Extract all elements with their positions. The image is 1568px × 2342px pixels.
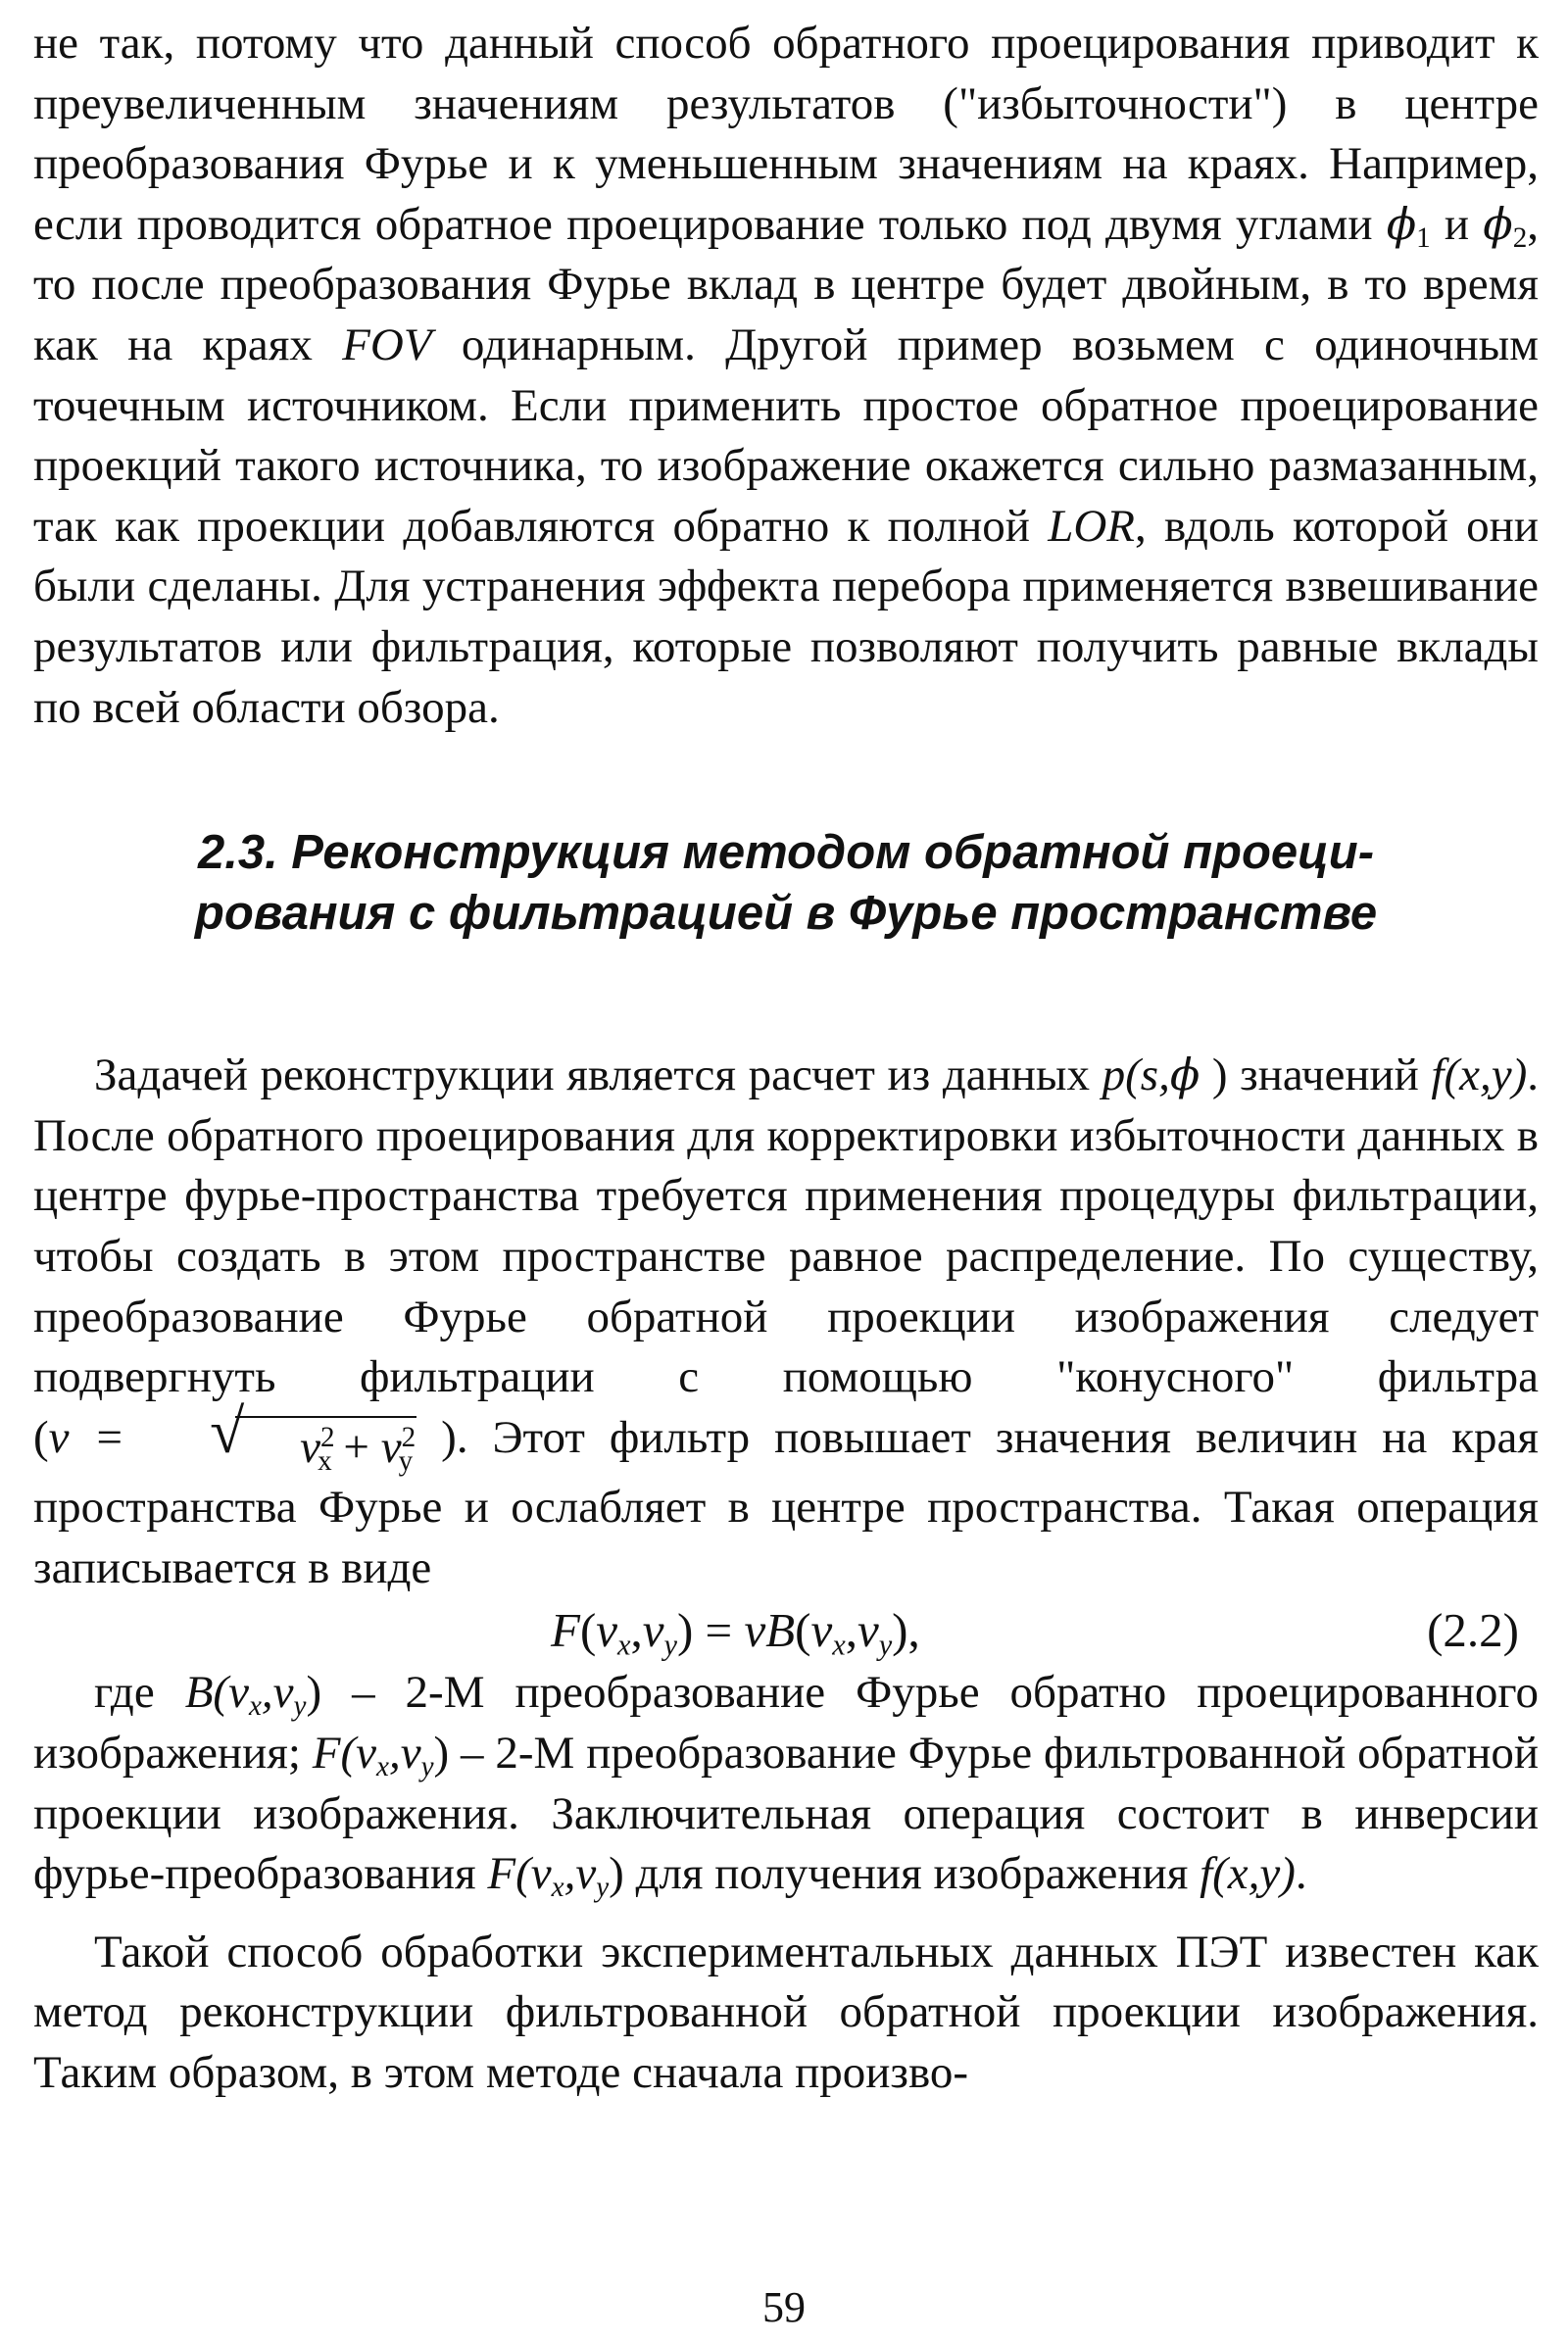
math-comma: , [630,1603,643,1658]
math-paren: ) [609,1848,624,1900]
text-run: не так, потому что данный способ обратного проецирования приводит к преувеличенным значениям результатов ("избыточности") в центре преобразования Фурье и к уменьшенным значениям на краях. Например, если проводится обратное проецирование только под двумя углами [33,18,1539,250]
section-heading-line2: рования с фильтрацией в Фурье пространстве [194,887,1378,941]
math-subscript: 2 [1512,221,1528,254]
math-phi: ϕ [1169,1049,1200,1101]
math-subscript: y [420,1751,434,1783]
math-B: B [184,1667,214,1719]
text-run: ) [1200,1049,1228,1101]
math-plus: + [331,1421,381,1473]
math-subscript: x [376,1751,389,1783]
text-run: где [94,1667,185,1719]
math-nuB: νB [744,1603,796,1658]
math-subscript: x [248,1690,262,1723]
math-nu: ν [380,1421,402,1473]
math-f: f(x,y) [1431,1049,1528,1101]
math-F: F [312,1728,341,1780]
math-nu: ν [300,1421,321,1473]
math-args: (ν [515,1848,552,1900]
math-F: F [551,1603,580,1658]
sqrt-body [235,1416,416,1479]
math-subscript: y [878,1628,893,1662]
math-paren: ( [795,1603,811,1658]
math-args: (ν [213,1667,249,1719]
equation-formula [551,1598,920,1663]
text-run: и [1430,198,1484,250]
math-phi: ϕ [1386,198,1417,250]
term-fov: FOV [342,318,432,370]
text-run: одинарным. Другой пример возьмем с одиночным точечным источником. Если применить простое обратное проецирование проекций такого источника, то изображение окажется сильно размазанным, так как проекции добавляются обратно к полной [33,318,1539,552]
math-nu: ν [857,1603,879,1658]
math-nu: ν [642,1603,664,1658]
math-paren: ( [579,1603,597,1658]
page-body [33,14,1539,2104]
math-nu: ν [810,1603,833,1658]
text-run: – 2-М преобразование Фурье фильтрованной обратной проекции изображения. Заключительная операция состоит в инверсии фурье-преобразования [33,1728,1539,1900]
math-subscript: x [551,1872,564,1904]
term-lor: LOR [1048,500,1135,552]
math-args: ,ν [564,1848,597,1900]
text-run: , то после преобразования Фурье вклад в центре будет двойным, в то время как на краях [33,198,1540,370]
text-run: – 2-М преобразование Фурье обратно проецированного изображения; [33,1667,1540,1780]
text-run: для получения изображения [623,1848,1200,1900]
math-subscript: x [318,1444,332,1477]
text-run: Задачей реконструкции является расчет из данных [94,1049,1102,1101]
math-paren: ) [306,1667,322,1719]
paragraph-intro [33,14,1539,738]
text-run: ). Этот фильтр повышает значения величин на края пространства Фурье и ослабляет в центре пространства. Такая операция записывается в виде [33,1411,1540,1593]
math-subscript: y [663,1628,677,1662]
sqrt [149,1395,416,1479]
math-nu-eq: ν = [48,1411,125,1463]
math-subscript: y [596,1872,610,1904]
math-p: p(s, [1102,1049,1170,1101]
equation-2-2 [33,1598,1539,1663]
paragraph-last [33,1923,1539,2104]
text-run: значений [1227,1049,1432,1101]
math-subscript: x [617,1628,631,1662]
math-paren: ), [892,1603,920,1658]
math-nu: ν [596,1603,618,1658]
section-heading-line1: 2.3. Реконструкция методом обратной проеци- [197,826,1375,880]
paragraph-task [33,1046,1539,1598]
page-number: 59 [762,2283,806,2331]
sqrt-sign: √ [210,1395,245,1466]
math-equals: ) = [676,1603,745,1658]
equation-number: (2.2) [1427,1603,1519,1658]
math-sup: 2 [401,1421,416,1453]
math-args: ,ν [388,1728,421,1780]
math-comma: , [845,1603,858,1658]
text-run: . [1295,1848,1307,1900]
cone-filter-formula [48,1395,417,1477]
math-args: ,ν [261,1667,294,1719]
text-run: , вдоль которой они были сделаны. Для устранения эффекта перебора применяется взвешивание результатов или фильтрация, которые позволяют получить равные вклады по всей области обзора. [33,500,1539,733]
section-heading [73,822,1499,944]
math-args: (ν [340,1728,377,1780]
paragraph-where [33,1663,1539,1904]
math-F: F [487,1848,516,1900]
math-sup: 2 [320,1421,335,1453]
paragraph-spacer [33,1905,1539,1923]
text-run: . После обратного проецирования для корректировки избыточности данных в центре фурье-пространства требуется применения процедуры фильтрации, чтобы создать в этом пространстве равное распределение. По существу, преобразование Фурье обратной проекции изображения следует подвергнуть фильтрации с помощью "конусного" фильтра ( [33,1049,1539,1463]
text-run: Такой способ обработки экспериментальных данных ПЭТ известен как метод реконструкции фильтрованной обратной проекции изображения. Таким образом, в этом методе сначала произво- [33,1926,1539,2099]
math-phi: ϕ [1483,198,1513,250]
math-subscript: y [293,1690,307,1723]
math-f: f(x,y) [1200,1848,1296,1900]
math-subscript: 1 [1416,221,1431,254]
math-paren: ) [433,1728,450,1780]
math-subscript: x [832,1628,846,1662]
math-subscript: y [398,1444,414,1477]
